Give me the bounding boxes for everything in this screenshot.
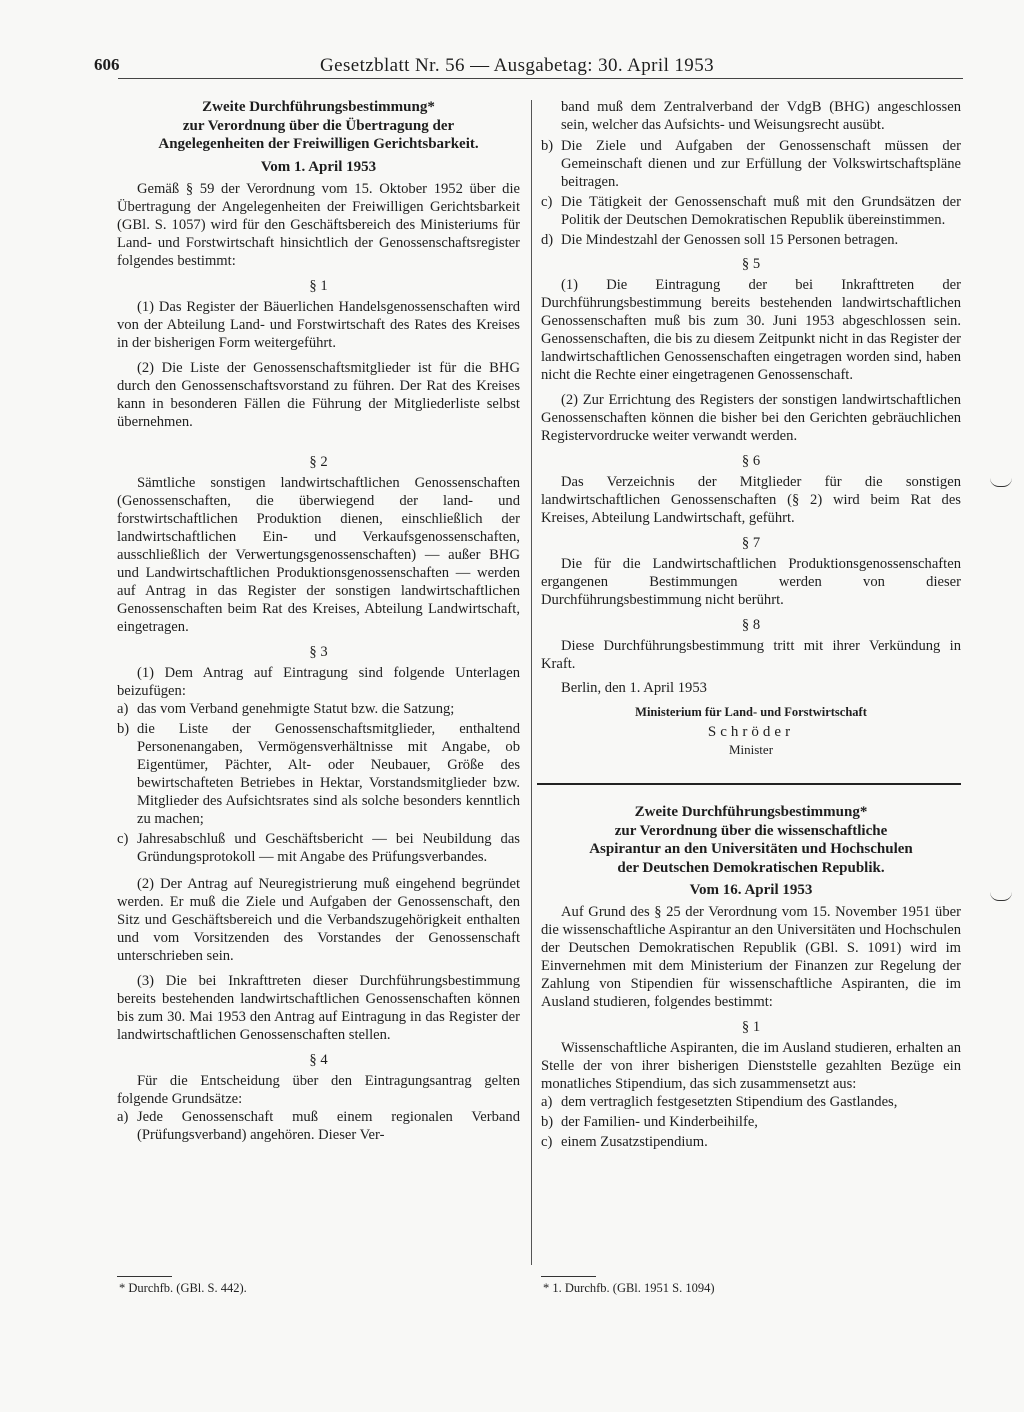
section-heading: § 3 bbox=[309, 643, 328, 660]
list-label: d) bbox=[541, 232, 554, 248]
signer-role: Minister bbox=[728, 742, 774, 757]
column-divider bbox=[531, 100, 532, 1265]
list-text: Jahresabschluß und Geschäftsbericht — bei Neubildung das Gründungsprotokoll — mit Angabe des Prüfungsverbandes. bbox=[137, 830, 520, 865]
margin-mark bbox=[990, 478, 1012, 487]
paragraph: Die für die Landwirtschaftlichen Produktionsgenossenschaften ergangenen Bestimmungen werden von dieser Durchführungsbestimmung nicht berührt. bbox=[541, 556, 961, 608]
title-line: der Deutschen Demokratischen Republik. bbox=[617, 859, 885, 876]
list-text: Die Tätigkeit der Genossenschaft muß mit den Grundsätzen der Politik der Deutschen Demokratischen Republik übereinstimmen. bbox=[561, 194, 961, 228]
list-item bbox=[541, 1113, 961, 1131]
header-rule bbox=[118, 78, 963, 79]
decree-date: Vom 1. April 1953 bbox=[260, 158, 377, 175]
list-label: b) bbox=[541, 138, 554, 154]
preamble: Auf Grund des § 25 der Verordnung vom 15. November 1951 über die wissenschaftliche Aspirantur an den Universitäten und Hochschulen der Deutschen Demokratischen Republik (GBl. S. 1091) wird im Einvernehmen mit dem Ministerium der Finanzen zur Regelung der Zahlung von Stipendien für wissenschaftliche Aspiranten, die im Ausland studieren, folgendes bestimmt: bbox=[541, 904, 961, 1010]
section-heading: § 2 bbox=[309, 453, 328, 470]
title-line: Aspirantur an den Universitäten und Hochschulen bbox=[589, 841, 913, 857]
list-label: c) bbox=[117, 830, 129, 847]
section-heading: § 6 bbox=[741, 453, 761, 469]
list-item bbox=[117, 700, 520, 718]
title-line: Zweite Durchführungsbestimmung* bbox=[202, 99, 435, 115]
running-head: Gesetzblatt Nr. 56 — Ausgabetag: 30. April 1953 bbox=[320, 55, 714, 76]
decree-title bbox=[541, 803, 961, 877]
title-line: Angelegenheiten der Freiwilligen Gerichtsbarkeit. bbox=[158, 136, 479, 152]
paragraph: (1) Dem Antrag auf Eintragung sind folgende Unterlagen beizufügen: bbox=[117, 664, 520, 699]
title-line: zur Verordnung über die Übertragung der bbox=[182, 117, 455, 134]
list-text: dem vertraglich festgesetzten Stipendium des Gastlandes, bbox=[561, 1094, 898, 1110]
list-item bbox=[541, 193, 961, 229]
list-label: a) bbox=[541, 1094, 553, 1110]
paragraph: Wissenschaftliche Aspiranten, die im Ausland studieren, erhalten an Stelle der von ihrer bisherigen Dienststelle gezahlten Bezüge ein monatliches Stipendium, das sich zusammensetzt aus: bbox=[541, 1040, 961, 1092]
list-label: c) bbox=[541, 1134, 553, 1150]
list-text: die Liste der Genossenschaftsmitglieder, enthaltend Personenangaben, Vermögensverhältnisse mit Angabe, ob Eigentümer, Pächter, Alt- oder Neubauer, Größe des bewirtschafteten Betriebes in Hektar, Vorstandsmitglieder bzw. Mitglieder des Aufsichtsrates sind als solche besonders kenntlich zu machen; bbox=[137, 720, 520, 827]
paragraph: Für die Entscheidung über den Eintragungsantrag gelten folgende Grundsätze: bbox=[117, 1072, 520, 1107]
section-heading: § 1 bbox=[309, 277, 328, 294]
list-label: a) bbox=[117, 1108, 129, 1125]
signature-place-date: Berlin, den 1. April 1953 bbox=[561, 680, 707, 696]
section-rule bbox=[537, 783, 961, 785]
title-line: zur Verordnung über die wissenschaftliche bbox=[614, 822, 888, 839]
footnote-rule bbox=[117, 1276, 172, 1277]
list-item bbox=[541, 231, 961, 249]
decree-date: Vom 16. April 1953 bbox=[689, 882, 813, 898]
signer-name: Schröder bbox=[707, 724, 795, 740]
paragraph: (2) Die Liste der Genossenschaftsmitglieder ist für die BHG durch den Genossenschaftsvorstand zu führen. Der Rat des Kreises kann in besonderen Fällen die Führung der Mitgliederliste selbst übernehmen. bbox=[117, 359, 520, 430]
list-item bbox=[117, 1108, 520, 1144]
list-text: das vom Verband genehmigte Statut bzw. die Satzung; bbox=[137, 700, 455, 717]
list-item bbox=[117, 830, 520, 866]
section-heading: § 1 bbox=[741, 1019, 761, 1035]
list-item bbox=[541, 1133, 961, 1151]
right-column bbox=[541, 98, 961, 1153]
paragraph: (1) Die Eintragung der bei Inkrafttreten der Durchführungsbestimmung bereits bestehenden landwirtschaftlichen Genossenschaften muß bis zum 30. Juni 1953 abgeschlossen sein. Genossenschaften, die bis zu diesem Zeitpunkt nicht in das Register der landwirtschaftlichen Genossenschaften eingetragen worden sind, haben nicht die Rechte einer eingetragenen Genossenschaft. bbox=[541, 277, 961, 383]
list-label: b) bbox=[117, 720, 130, 737]
paragraph: Sämtliche sonstigen landwirtschaftlichen Genossenschaften (Genossenschaften, die überwiegend der land- und forstwirtschaftlichen Produktion dienen, einschließlich der landwirtschaftlichen Ein- und Verkaufsgenossenschaften, ausschließlich der Verwertungsgenossenschaften) — außer BHG und Landwirtschaftlichen Produktionsgenossenschaften — werden auf Antrag in das Register der sonstigen landwirtschaftlichen Genossenschaften beim Rat des Kreises, Abteilung Landwirtschaft, eingetragen. bbox=[117, 474, 520, 635]
list-text: Die Ziele und Aufgaben der Genossenschaft müssen der Gemeinschaft dienen und zur Erfüllung der Volkswirtschaftspläne beitragen. bbox=[561, 138, 961, 190]
list-text: Die Mindestzahl der Genossen soll 15 Personen betragen. bbox=[561, 232, 899, 248]
paragraph: Das Verzeichnis der Mitglieder für die sonstigen landwirtschaftlichen Genossenschaften (§ 2) wird beim Rat des Kreises, Abteilung Landwirtschaft, geführt. bbox=[541, 474, 961, 526]
list-text: einem Zusatzstipendium. bbox=[561, 1134, 708, 1150]
footnote-rule bbox=[541, 1276, 596, 1277]
title-line: Zweite Durchführungsbestimmung* bbox=[634, 804, 868, 820]
margin-mark bbox=[990, 892, 1012, 901]
section-heading: § 7 bbox=[741, 535, 761, 551]
paragraph: (2) Zur Errichtung des Registers der sonstigen landwirtschaftlichen Genossenschaften können die bisher bei den Gerichten gebräuchlichen Registervordrucke weiter verwandt werden. bbox=[541, 392, 961, 444]
paragraph: (2) Der Antrag auf Neuregistrierung muß eingehend begründet werden. Er muß die Ziele und Aufgaben der Genossenschaft, den Sitz und Geschäftsbereich und die Verbandszugehörigkeit enthalten und vom Vorsitzenden des Vorstandes der Genossenschaft unterschrieben sein. bbox=[117, 875, 520, 964]
ministry-name: Ministerium für Land- und Forstwirtschaft bbox=[635, 705, 867, 719]
list-label: b) bbox=[541, 1114, 554, 1130]
list-label: c) bbox=[541, 194, 553, 210]
page-number: 606 bbox=[94, 55, 120, 74]
paragraph: Diese Durchführungsbestimmung tritt mit ihrer Verkündung in Kraft. bbox=[541, 638, 961, 672]
section-heading: § 5 bbox=[741, 256, 761, 272]
paragraph: (3) Die bei Inkrafttreten dieser Durchführungsbestimmung bereits bestehenden landwirtschaftlichen Genossenschaften können bis zum 30. Mai 1953 den Antrag auf Eintragung in das Register der landwirtschaftlichen Genossenschaften stellen. bbox=[117, 972, 520, 1043]
list-text: Jede Genossenschaft muß einem regionalen Verband (Prüfungsverband) angehören. Dieser Ver- bbox=[137, 1108, 520, 1143]
paragraph: (1) Das Register der Bäuerlichen Handelsgenossenschaften wird von der Abteilung Land- und Forstwirtschaft des Rates des Kreises in der bisherigen Form weitergeführt. bbox=[117, 298, 520, 351]
footnote: * Durchfb. (GBl. S. 442). bbox=[119, 1281, 247, 1295]
list-item bbox=[117, 720, 520, 828]
list-text: der Familien- und Kinderbeihilfe, bbox=[561, 1114, 758, 1130]
preamble: Gemäß § 59 der Verordnung vom 15. Oktober 1952 über die Übertragung der Angelegenheiten der Freiwilligen Gerichtsbarkeit (GBl. S. 1057) wird für den Geschäftsbereich des Ministeriums für Land- und Forstwirtschaft hinsichtlich der Genossenschaftsregister folgendes bestimmt: bbox=[117, 180, 520, 269]
footnote: * 1. Durchfb. (GBl. 1951 S. 1094) bbox=[543, 1281, 715, 1295]
list-label: a) bbox=[117, 700, 129, 717]
left-column bbox=[117, 98, 520, 1146]
section-heading: § 4 bbox=[309, 1051, 328, 1068]
section-heading: § 8 bbox=[741, 617, 761, 633]
decree-title bbox=[117, 98, 520, 154]
list-continuation: band muß dem Zentralverband der VdgB (BHG) angeschlossen sein, welcher das Aufsichts- und Weisungsrecht ausübt. bbox=[561, 99, 961, 133]
list-item bbox=[541, 1093, 961, 1111]
list-item bbox=[541, 137, 961, 191]
